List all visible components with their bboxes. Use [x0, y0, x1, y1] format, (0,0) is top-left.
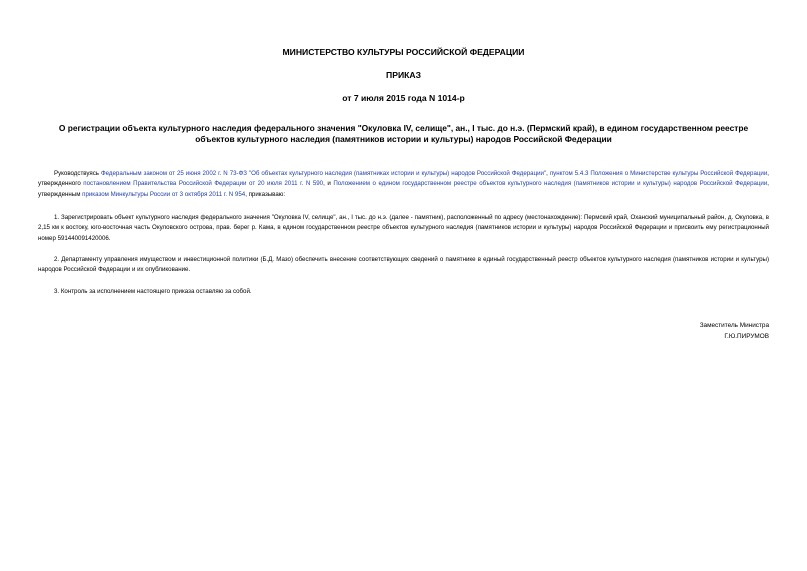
order-item-1: 1. Зарегистрировать объект культурного наследия федерального значения "Окуловка IV, селище", ан., I тыс. до н.э. (далее - памятник), расположенный по адресу (местонахождение): Пермский край, Оханский муниципальный район, д. Окуловка, в 2,15 км к востоку, юго-восточная часть Окуловского острова, прав. берег р. Кама, в едином государственном реестре объектов культурного наследия (памятников истории и культуры) народов Российской Федерации и присвоить ему регистрационный номер 591440091420006.	[38, 214, 769, 242]
basis-text-4: , и	[323, 180, 334, 188]
signatory-position: Заместитель Министра	[699, 322, 769, 329]
basis-text-2: ,	[546, 170, 550, 177]
order-item-2: 2. Департаменту управления имуществом и инвестиционной политики (Б.Д. Мазо) обеспечить внесение соответствующих сведений о памятнике в единый государственный реестр объектов культурного наследия (памятников истории и культуры) народов Российской Федерации и их опубликование.	[38, 256, 769, 274]
document-type-heading: ПРИКАЗ	[386, 70, 421, 80]
document-date-number: от 7 июля 2015 года N 1014-р	[342, 93, 465, 103]
basis-text-6: , приказываю:	[245, 190, 286, 198]
document-title: О регистрации объекта культурного наследия федерального значения "Окуловка IV, селище", ан., I тыс. до н.э. (Пермский край), в едином государственном реестре объектов культурного наследия (памятников истории и культуры) народов Российской Федерации	[58, 123, 749, 144]
basis-text-1: Руководствуясь	[54, 170, 101, 177]
regulation-clause-link[interactable]: пунктом 5.4.3 Положения о Министерстве культуры Российской Федерации	[549, 170, 768, 177]
ministry-heading: МИНИСТЕРСТВО КУЛЬТУРЫ РОССИЙСКОЙ ФЕДЕРАЦИИ	[282, 47, 525, 57]
government-decree-link[interactable]: постановлением Правительства Российской Федерации от 20 июля 2011 г. N 590	[83, 180, 324, 188]
ministry-order-link[interactable]: приказом Минкультуры России от 3 октября 2011 г. N 954	[82, 190, 246, 198]
signatory-name: Г.Ю.ПИРУМОВ	[724, 333, 769, 340]
basis-paragraph	[38, 169, 769, 200]
order-item-3: 3. Контроль за исполнением настоящего приказа оставляю за собой.	[54, 288, 252, 295]
basis-text-5: , утвержденным	[38, 180, 769, 198]
federal-law-link[interactable]: Федеральным законом от 25 июня 2002 г. N 73-ФЗ "Об объектах культурного наследия (памятниках истории и культуры) народов Российской Федерации"	[100, 170, 547, 177]
registry-regulation-link[interactable]: Положением о едином государственном реестре объектов культурного наследия (памятников истории и культуры) народов Российской Федерации	[333, 180, 768, 188]
basis-text-3: , утвержденного	[38, 170, 769, 188]
